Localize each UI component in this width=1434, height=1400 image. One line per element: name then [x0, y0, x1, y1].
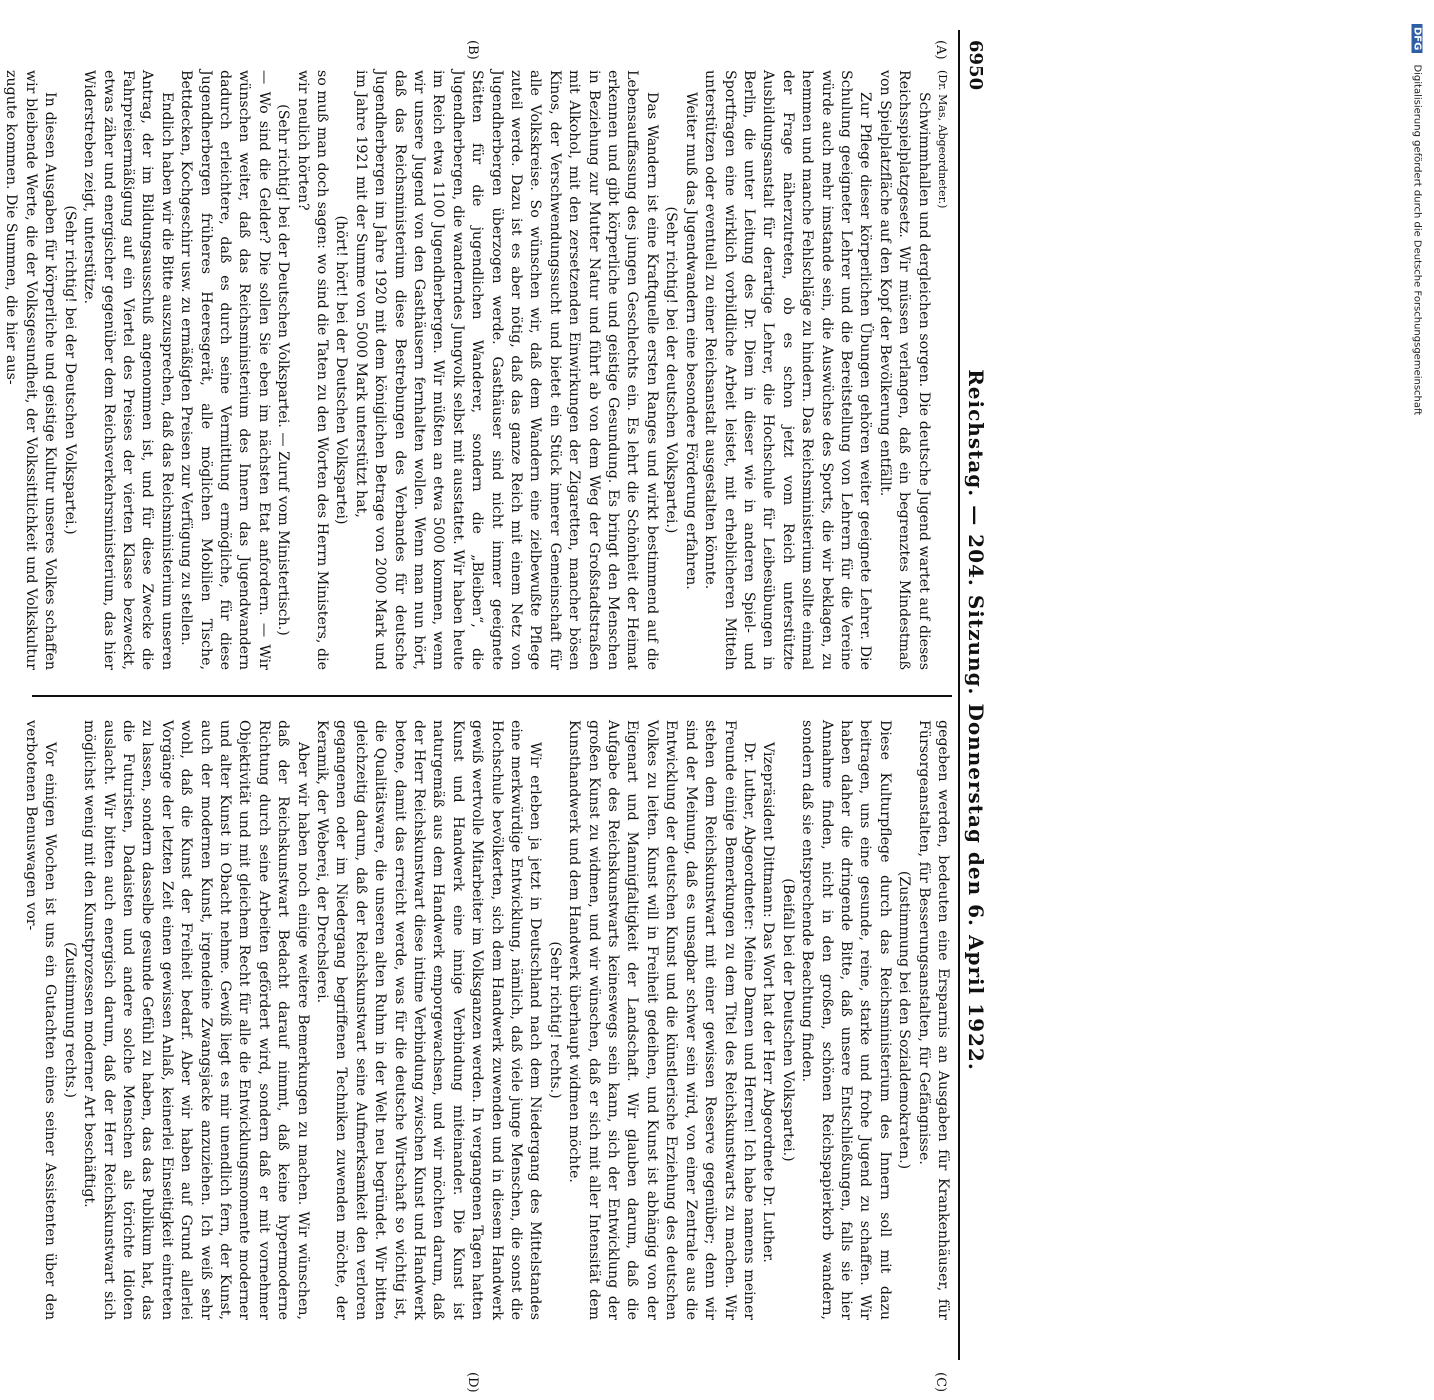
paragraph: Dr. Luther, Abgeordneter: Meine Damen und Herren! Ich habe namens meiner Freunde einige Bemerkungen zu dem Titel des Reichskunstwarts zu machen. Wir stehen dem Reichskunstwart mit einer gewissen Reserve gegenüber; denn wir sind der Meinung, daß es unsagbar schwer sein wird, von einer Zentrale aus die Entwicklung der deutschen Kunst und die künstlerische Erziehung des deutschen Volkes zu leiten. Kunst will in Freiheit gedeihen, und Kunst ist abhängig von der Eigenart und Mannigfaltigkeit der Landschaft. Wir glauben darum, daß die Aufgabe des Reichskunstwarts keineswegs sein kann, sich der Entwicklung der großen Kunst zu widmen, und wir wünschen, daß er sich mit aller Intensität dem Kunsthandwerk und dem Handwerk überhaupt widmen möchte.	[566, 720, 757, 1320]
interjection: (Sehr richtig! rechts.)	[546, 941, 563, 1099]
paragraph: Weiter muß das Jugendwandern eine besondere Förderung erfahren.	[682, 92, 699, 590]
paragraph: Zur Pflege dieser körperlichen Übungen gehören weiter geeignete Lehrer. Die Schulung geeigneter Lehrer und die Bereitstellung von Lehrern für die Vereine würde auch mehr imstande sein, die Auswüchse des Sports, die wir beklagen, zu hemmen und manche Fehlschläge zu hindern. Das Reichsministerium sollte einmal der Frage näherzutreten, ob es schon jetzt vom Reich unterstützte Ausbildungsanstalt für derartige Lehrer, die Hochschule für Leibesübungen in Berlin, die unter Leitung des Dr. Diem in dieser wie in anderen Spiel- und Sportfragen eine wirklich vorbildliche Arbeit leistet, mit erheblicheren Mitteln unterstützen oder eventuell zu einer Reichsanstalt ausgestalten könnte.	[702, 70, 874, 670]
paragraph: In diesen Ausgaben für körperliche und geistige Kultur unseres Volkes schaffen wir bleibende Werte, die der Volksgesundheit, der Volkssittlichkeit und Volkskultur zugute kommen. Die Summen, die hier aus-	[3, 70, 59, 670]
interjection: (Sehr richtig! bei der Deutschen Volkspartei.)	[61, 205, 78, 535]
interjection: (Sehr richtig! bei der deutschen Volkspartei.)	[663, 206, 680, 534]
page-number: 6950	[965, 40, 986, 91]
column-divider	[32, 695, 952, 697]
paragraph: Diese Kulturpflege durch das Reichsministerium des Innern soll mit dazu beitragen, uns eine gesunde, reine, starke und frohe Jugend zu schaffen. Wir haben daher die dringende Bitte, daß unsere Entschließungen, falls sie hier Annahme finden, nicht in den großen, schönen Reichspapierkorb wandern, sondern daß sie entsprechende Beachtung finden.	[799, 720, 893, 1320]
left-column	[3, 70, 952, 670]
speaker-label: (Dr. Mas, Abgeordneter.)	[936, 70, 949, 209]
interjection: (Zustimmung bei den Sozialdemokraten.)	[896, 870, 913, 1170]
paragraph: Endlich haben wir die Bitte auszusprechen, daß das Reichsministerium unseren Antrag, der im Bildungsausschuß angenommen ist, und für diese Zwecke die Fahrpreisermäßigung auf ein Viertel des Preises der vierten Klasse bezweckt, etwas zäher und energischer gegenüber dem Reichsverkehrsministerium, das hier Widerstreben zeigt, unterstütze.	[81, 70, 175, 670]
paragraph: Aber wir haben noch einige weitere Bemerkungen zu machen. Wir wünschen, daß der Reichskunstwart Bedacht darauf nimmt, daß keine hypermoderne Richtung durch seine Arbeiten gefördert wird, sondern daß er mit vornehmer Objektivität und mit gleichem Recht für alle die Entwicklungsmomente moderner und alter Kunst in Obacht nehme. Gewiß liegt es mir unendlich fern, der Kunst, auch der modernen Kunst, irgendeine Zwangsjacke anzuziehen. Ich weiß sehr wohl, daß die Kunst der Freiheit bedarf. Aber wir haben auf Grund allerlei Vorgänge der letzten Zeit einen gewissen Anlaß, keinerlei Einseitigkeit eintreten zu lassen, sondern dasselbe gesunde Gefühl zu haben, das das Publikum hat, das die Futuristen, Dadaisten und andere solche Menschen als törichte Idioten auslacht. Wir bitten auch energisch darum, daß der Herr Reichskunstwart sich möglichst wenig mit den Kunstprozessen moderner Art beschäftigt.	[81, 720, 311, 1320]
margin-marker-c: (C)	[933, 1372, 948, 1393]
margin-marker-b: (B)	[465, 40, 480, 60]
margin-marker-d: (D)	[465, 1372, 480, 1393]
interjection: (Sehr richtig! bei der Deutschen Volkspartei. — Zuruf vom Ministertisch.)	[275, 104, 292, 636]
digitization-text: Digitalisierung gefördert durch die Deutsche Forschungsgemeinschaft	[1411, 64, 1423, 416]
header-rule	[958, 30, 960, 1360]
interjection: (hört! hört! bei der Deutschen Volkspartei)	[333, 215, 350, 525]
paragraph: Das Wandern ist eine Kraftquelle ersten Ranges und wirkt bestimmend auf die Lebensauffassung des jungen Geschlechts ein. Es lehrt die Schönheit der Heimat erkennen und gibt körperliche und geistige Gesundung. Es bringt den Menschen in Beziehung zur Mutter Natur und führt ab von dem Weg der Großstadtstraßen mit Alkohol, mit den zersetzenden Einwirkungen der Zigaretten, mancher bösen Kinos, der Verschwendungssucht und bietet ein Stück innerer Gemeinschaft für alle Volkskreise. So wünschen wir, daß dem Wandern eine zielbewußte Pflege zuteil werde. Dazu ist es aber nötig, daß das ganze Reich mit einem Netz von Jugendherbergen überzogen werde. Gasthäuser sind nicht immer geeignete Stätten für die jugendlichen Wanderer, sondern die „Bleiben“, die Jugendherbergen, die wanderndes Jungvolk selbst mit ausstattet. Wir haben heute im Reich etwa 1100 Jugendherbergen. Wir müßten an etwa 5000 kommen, wenn wir unsere Jugend von den Gasthäusern fernhalten wollen. Wenn man nun hört, daß das Reichsministerium diese Bestrebungen des Verbandes für deutsche Jugendherbergen im Jahre 1920 mit dem königlichen Betrage von 2000 Mark und im Jahre 1921 mit der Summe von 5000 Mark unterstützt hat,	[352, 70, 660, 670]
paragraph: Vor einigen Wochen ist uns ein Gutachten eines seiner Assistenten über den verbotenen Benuswagen vor-	[22, 720, 59, 1320]
margin-marker-a: (A)	[933, 40, 948, 60]
right-column	[12, 720, 952, 1320]
paragraph: — Wo sind die Gelder? Die sollen Sie eben im nächsten Etat anfordern. — Wir wünschen weiter, daß das Reichsministerium des Innern das Jugendwandern dadurch erleichtere, daß es durch seine Vermittlung ermögliche, für diese Jugendherbergen früheres Heeresgerät, alle möglichen Mobilien Tische, Bettdecken, Kochgeschirr usw. zu ermäßigten Preisen zur Verfügung zu stellen.	[178, 70, 272, 670]
paragraph: so muß man doch sagen: wo sind die Taten zu den Worten des Herrn Ministers, die wir neulich hörten?	[294, 70, 330, 670]
paragraph: Wir erleben ja jetzt in Deutschland nach dem Niedergang des Mittelstandes eine merkwürdige Entwicklung, nämlich, daß viele junge Menschen, die sonst die Hochschule bevölkerten, sich dem Handwerk zuwenden und in diesem Handwerk gewiß wertvolle Mitarbeiter im Volksganzen werden. In vergangenen Tagen hatten Kunst und Handwerk eine innige Verbindung miteinander. Die Kunst ist naturgemäß aus dem Handwerk emporgewachsen, und wir möchten darum, daß der Herr Reichskunstwart diese intime Verbindung zwischen Kunst und Handwerk betone, damit das erreicht werde, was für die deutsche Wirtschaft so wichtig ist, die Qualitätsware, die unseren alten Ruhm in der Welt neu begründet. Wir bitten gleichzeitig darum, daß der Reichskunstwart seine Aufmerksamkeit den verloren gegangenen oder im Niedergang begriffenen Techniken zuwenden möchte, der Keramik, der Weberei, der Drechslerei.	[314, 720, 544, 1320]
dfg-logo: DFG	[1412, 24, 1423, 53]
page-title: Reichstag. — 204. Sitzung. Donnerstag den 6. April 1922.	[964, 369, 988, 1071]
paragraph: gegeben werden, bedeuten eine Ersparnis an Ausgaben für Krankenhäuser, für Fürsorgeanstalten, für Besserungsanstalten, für Gefängnisse.	[915, 720, 951, 1320]
digitization-notice	[1406, 0, 1434, 1000]
speaker-line: Vizepräsident Dittmann: Das Wort hat der Herr Abgeordnete Dr. Luther.	[760, 742, 777, 1263]
page-header	[960, 40, 990, 1360]
interjection: (Beifall bei der Deutschen Volkspartei.)	[779, 878, 796, 1162]
interjection: (Zustimmung rechts.)	[61, 941, 78, 1099]
paragraph: Schwimmhallen und dergleichen sorgen. Die deutsche Jugend wartet auf dieses Reichsspielplatzgesetz. Wir müssen verlangen, daß ein begrenztes Mindestmaß von Spielplatzfläche auf den Kopf der Bevölkerung entfällt.	[876, 70, 932, 670]
